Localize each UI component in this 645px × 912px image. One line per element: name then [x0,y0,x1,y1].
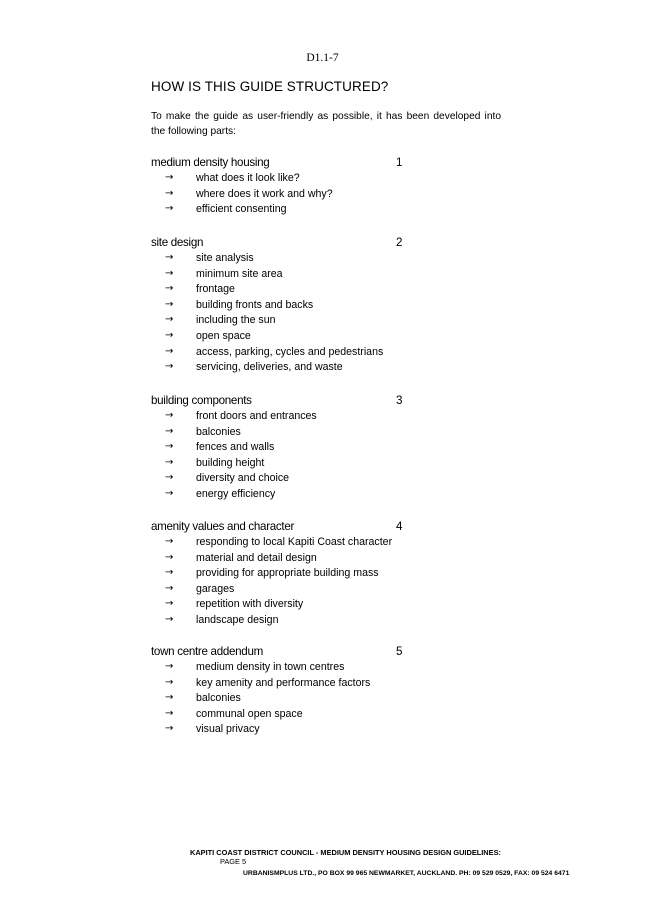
list-item-text: landscape design [196,613,279,626]
list-item-text: visual privacy [196,723,260,736]
arrow-icon: → [165,536,174,547]
section-site-design [151,236,411,377]
list-item-text: minimum site area [196,267,283,280]
section-heading [151,645,411,661]
list-item-text: balconies [196,425,241,438]
list-item [151,661,411,677]
list-item [151,488,411,504]
list-item [151,552,411,568]
arrow-icon: → [165,692,174,704]
list-item [151,426,411,442]
arrow-icon: → [165,661,174,672]
list-item-text: balconies [196,692,241,705]
arrow-icon: → [165,723,174,735]
list-item-text: where does it work and why? [196,187,333,200]
arrow-icon: → [165,676,174,688]
section-medium-density-housing [151,156,411,219]
section-heading [151,156,411,172]
arrow-icon: → [165,410,174,421]
section-building-components [151,394,411,504]
section-number: 2 [396,236,403,249]
list-item [151,536,411,552]
list-item [151,410,411,426]
list-item [151,723,411,739]
list-item-text: providing for appropriate building mass [196,567,379,580]
arrow-icon: → [165,472,174,484]
list-item [151,441,411,457]
list-item-text: access, parking, cycles and pedestrians [196,345,384,358]
list-item [151,567,411,583]
section-heading [151,236,411,252]
list-item [151,708,411,724]
list-item [151,457,411,473]
list-item [151,268,411,284]
list-item-text: site analysis [196,252,254,264]
section-town-centre-addendum [151,645,411,739]
list-item [151,361,411,377]
list-item-text: building height [196,456,265,469]
arrow-icon: → [165,252,174,263]
list-item [151,583,411,599]
list-item [151,299,411,315]
arrow-icon: → [165,203,174,215]
section-title: town centre addendum [151,645,263,658]
list-item-text: what does it look like? [196,172,300,184]
intro-paragraph: To make the guide as user-friendly as possible, it has been developed into the following parts: [151,111,501,137]
arrow-icon: → [165,425,174,437]
section-heading [151,394,411,410]
arrow-icon: → [165,345,174,357]
footer-contact-details: URBANISMPLUS LTD., PO BOX 99 965 NEWMARKET, AUCKLAND. PH: 09 529 0529, FAX: 09 524 6471 [243,870,570,877]
list-item [151,188,411,204]
list-item-text: building fronts and backs [196,298,314,311]
list-item-text: servicing, deliveries, and waste [196,361,343,374]
arrow-icon: → [165,567,174,579]
section-item-list [151,536,411,630]
list-item-text: material and detail design [196,551,317,564]
arrow-icon: → [165,598,174,610]
list-item-text: key amenity and performance factors [196,676,371,689]
list-item-text: energy efficiency [196,487,276,500]
list-item [151,346,411,362]
section-item-list [151,252,411,377]
list-item [151,472,411,488]
arrow-icon: → [165,487,174,499]
list-item-text: garages [196,582,235,595]
list-item [151,172,411,188]
section-item-list [151,410,411,504]
list-item [151,203,411,219]
arrow-icon: → [165,582,174,594]
list-item-text: communal open space [196,707,303,720]
section-item-list [151,172,411,219]
list-item-text: medium density in town centres [196,661,345,673]
list-item-text: diversity and choice [196,472,290,485]
section-title: medium density housing [151,156,270,169]
section-title: site design [151,236,204,249]
arrow-icon: → [165,172,174,183]
arrow-icon: → [165,283,174,295]
arrow-icon: → [165,361,174,373]
list-item [151,692,411,708]
arrow-icon: → [165,267,174,279]
arrow-icon: → [165,314,174,326]
section-item-list [151,661,411,739]
list-item [151,614,411,630]
list-item [151,314,411,330]
list-item-text: repetition with diversity [196,598,304,611]
list-item-text: frontage [196,283,235,296]
list-item [151,283,411,299]
arrow-icon: → [165,456,174,468]
arrow-icon: → [165,441,174,453]
list-item-text: open space [196,329,251,342]
list-item-text: efficient consenting [196,203,287,216]
list-item [151,330,411,346]
section-number: 4 [396,520,403,533]
list-item [151,677,411,693]
list-item-text: front doors and entrances [196,410,317,422]
arrow-icon: → [165,187,174,199]
arrow-icon: → [165,551,174,563]
arrow-icon: → [165,298,174,310]
section-heading [151,520,411,536]
page-title: HOW IS THIS GUIDE STRUCTURED? [151,79,389,94]
list-item-text: responding to local Kapiti Coast character [196,536,393,548]
section-number: 3 [396,394,403,407]
list-item [151,252,411,268]
arrow-icon: → [165,329,174,341]
section-title: amenity values and character [151,520,295,533]
section-number: 5 [396,645,403,658]
footer-publication-title: KAPITI COAST DISTRICT COUNCIL - MEDIUM DENSITY HOUSING DESIGN GUIDELINES: [190,848,501,857]
footer-page-number: PAGE 5 [220,857,247,866]
section-amenity-values-and-character [151,520,411,630]
section-title: building components [151,394,252,407]
section-number: 1 [396,156,403,169]
list-item-text: including the sun [196,314,276,327]
list-item-text: fences and walls [196,441,275,454]
list-item [151,598,411,614]
arrow-icon: → [165,613,174,625]
arrow-icon: → [165,707,174,719]
page-reference: D1.1-7 [306,52,339,64]
